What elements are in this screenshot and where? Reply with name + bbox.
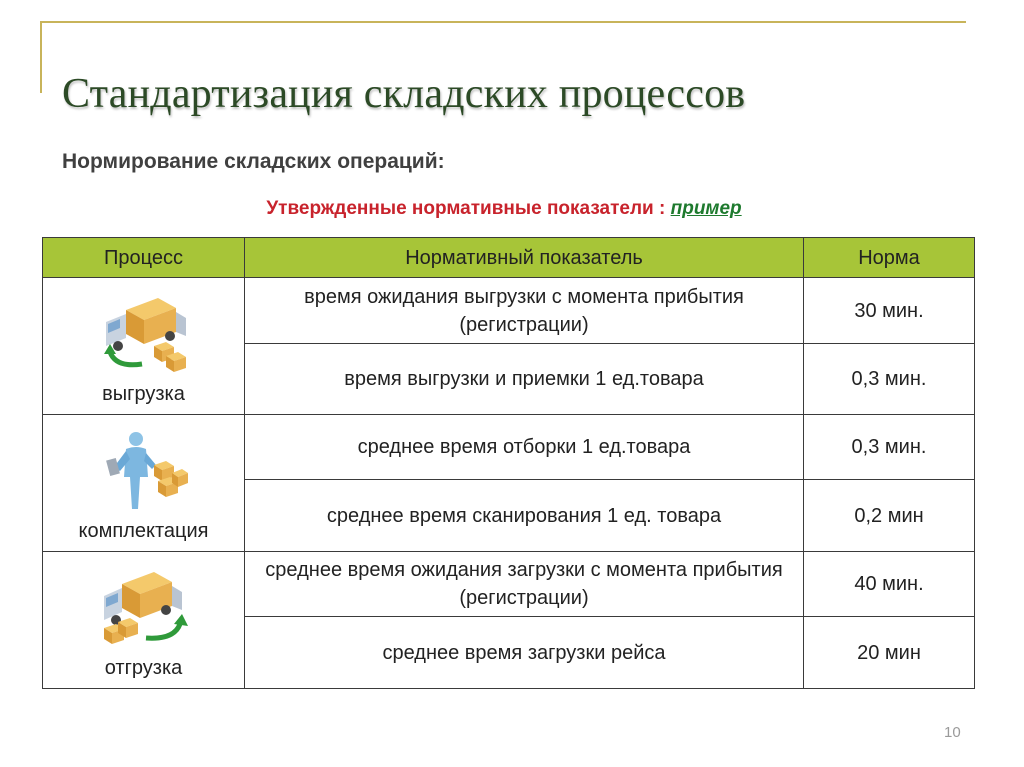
process-cell-picking (43, 415, 245, 552)
page-number: 10 (944, 724, 961, 741)
caption-text: Утвержденные нормативные показатели : (266, 198, 671, 219)
table-row (43, 278, 975, 344)
process-label: комплектация (78, 520, 209, 542)
caption-example: пример (670, 198, 742, 219)
frame-line-top (40, 21, 966, 23)
indicator-cell: время выгрузки и приемки 1 ед.товара (245, 344, 804, 415)
header-norm: Норма (804, 238, 975, 278)
indicator-cell: среднее время ожидания загрузки с момента прибытия (регистрации) (245, 552, 804, 617)
process-label: выгрузка (102, 383, 185, 405)
norm-cell: 20 мин (804, 617, 975, 689)
norm-cell: 0,3 мин. (804, 415, 975, 480)
frame-line-left (40, 21, 42, 93)
worker-picking-icon (96, 429, 192, 513)
slide-title: Стандартизация складских процессов (62, 71, 746, 117)
header-indicator: Нормативный показатель (245, 238, 804, 278)
slide-subtitle: Нормирование складских операций: (62, 150, 445, 173)
truck-loading-icon (96, 566, 192, 650)
header-process: Процесс (43, 238, 245, 278)
table-row (43, 415, 975, 480)
table-row (43, 552, 975, 617)
process-cell-unloading (43, 278, 245, 415)
table-caption (0, 198, 1008, 220)
truck-unloading-icon (96, 292, 192, 376)
process-label: отгрузка (104, 657, 183, 679)
norm-cell: 30 мин. (804, 278, 975, 344)
table-header-row (43, 238, 975, 278)
norms-table (42, 237, 975, 689)
norm-cell: 0,3 мин. (804, 344, 975, 415)
indicator-cell: среднее время отборки 1 ед.товара (245, 415, 804, 480)
norm-cell: 40 мин. (804, 552, 975, 617)
process-cell-shipping (43, 552, 245, 689)
indicator-cell: среднее время сканирования 1 ед. товара (245, 480, 804, 552)
indicator-cell: среднее время загрузки рейса (245, 617, 804, 689)
norm-cell: 0,2 мин (804, 480, 975, 552)
indicator-cell: время ожидания выгрузки с момента прибытия (регистрации) (245, 278, 804, 344)
